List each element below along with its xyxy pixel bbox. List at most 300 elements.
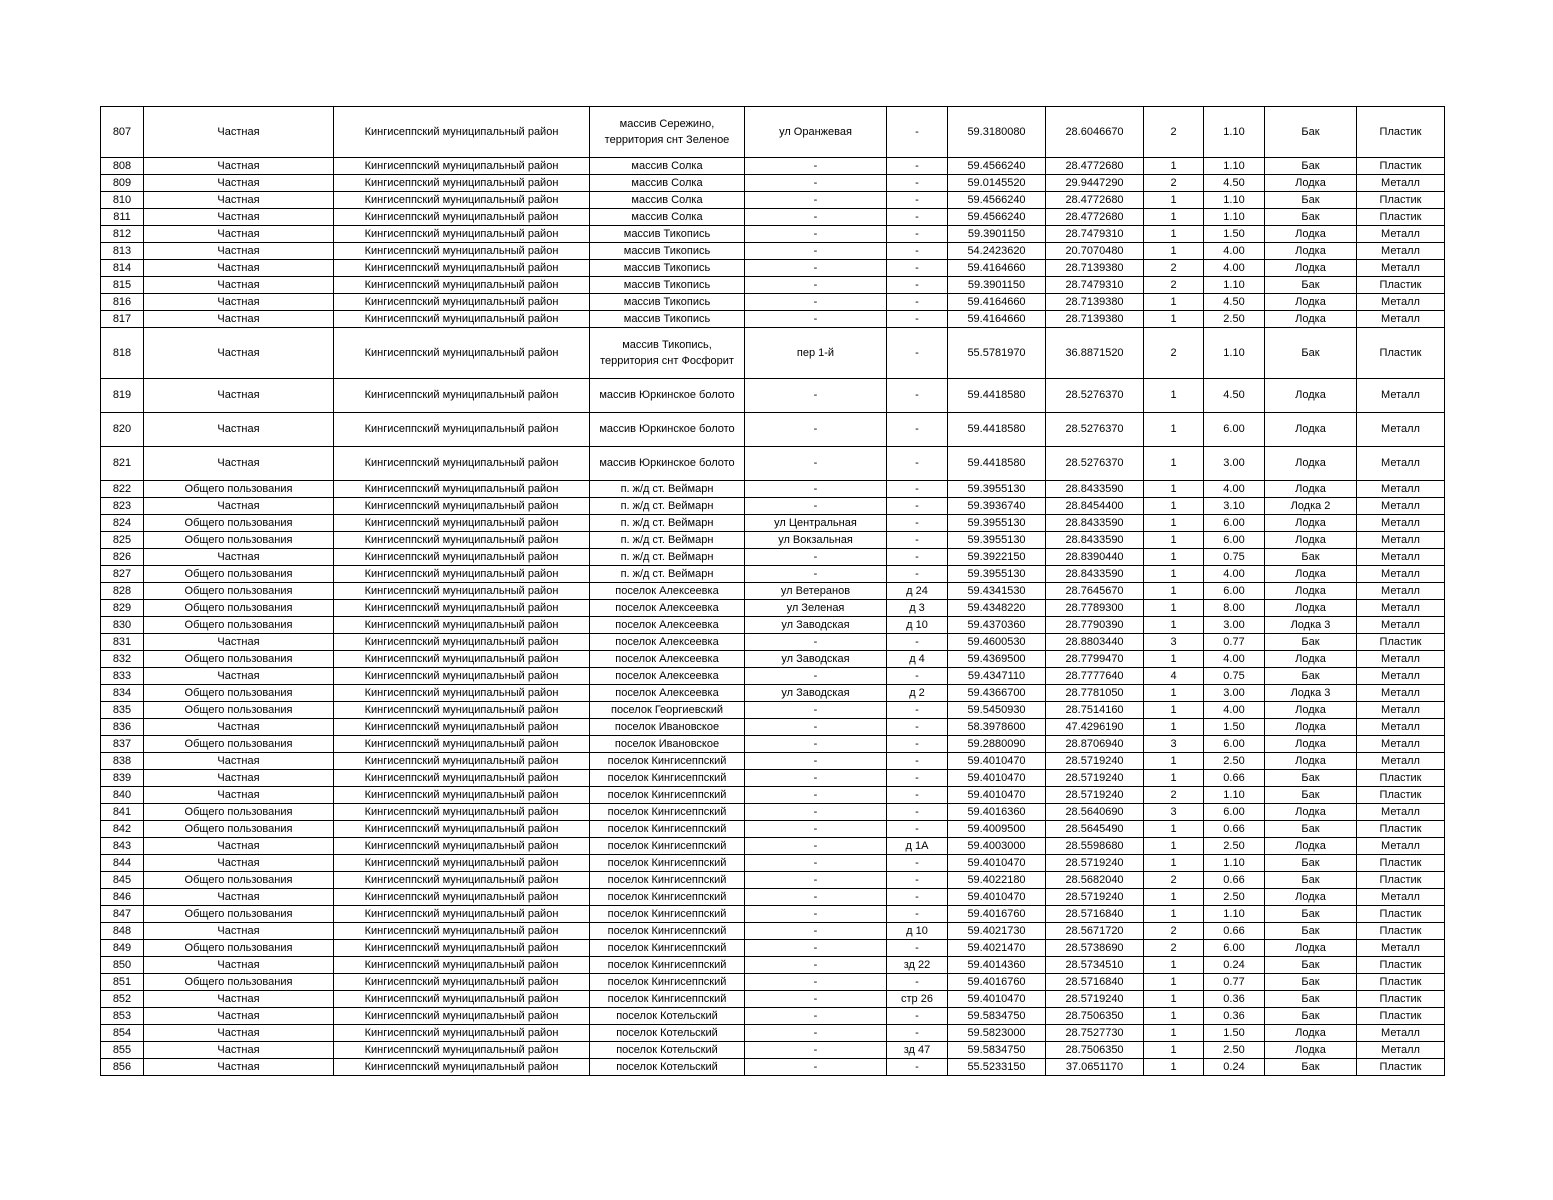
- locality-cell: поселок Алексеевка: [590, 651, 745, 668]
- material-cell: Пластик: [1357, 277, 1445, 294]
- ownership-cell: Частная: [144, 838, 334, 855]
- material-cell: Металл: [1357, 175, 1445, 192]
- street-cell: пер 1-й: [745, 328, 887, 379]
- volume-cell: 1.10: [1204, 906, 1265, 923]
- latitude-cell: 59.4418580: [948, 413, 1046, 447]
- latitude-cell: 55.5233150: [948, 1059, 1046, 1076]
- house-cell: -: [887, 906, 948, 923]
- ownership-cell: Частная: [144, 923, 334, 940]
- count-cell: 2: [1144, 107, 1204, 158]
- count-cell: 1: [1144, 957, 1204, 974]
- district-cell: Кингисеппский муниципальный район: [334, 651, 590, 668]
- latitude-cell: 59.4014360: [948, 957, 1046, 974]
- count-cell: 3: [1144, 804, 1204, 821]
- house-cell: -: [887, 498, 948, 515]
- latitude-cell: 59.4348220: [948, 600, 1046, 617]
- latitude-cell: 59.4347110: [948, 668, 1046, 685]
- material-cell: Металл: [1357, 617, 1445, 634]
- locality-cell: массив Юркинское болото: [590, 379, 745, 413]
- container-type-cell: Бак: [1265, 770, 1357, 787]
- longitude-cell: 28.6046670: [1046, 107, 1144, 158]
- count-cell: 1: [1144, 532, 1204, 549]
- street-cell: -: [745, 719, 887, 736]
- house-cell: -: [887, 175, 948, 192]
- material-cell: Металл: [1357, 736, 1445, 753]
- district-cell: Кингисеппский муниципальный район: [334, 515, 590, 532]
- latitude-cell: 59.4010470: [948, 855, 1046, 872]
- house-cell: -: [887, 158, 948, 175]
- ownership-cell: Общего пользования: [144, 617, 334, 634]
- house-cell: -: [887, 192, 948, 209]
- row-number-cell: 833: [101, 668, 144, 685]
- volume-cell: 0.36: [1204, 1008, 1265, 1025]
- row-number-cell: 856: [101, 1059, 144, 1076]
- count-cell: 1: [1144, 481, 1204, 498]
- count-cell: 1: [1144, 311, 1204, 328]
- container-type-cell: Лодка: [1265, 804, 1357, 821]
- street-cell: ул Вокзальная: [745, 532, 887, 549]
- row-number-cell: 832: [101, 651, 144, 668]
- table-row: [101, 719, 1445, 736]
- district-cell: Кингисеппский муниципальный район: [334, 328, 590, 379]
- house-cell: д 24: [887, 583, 948, 600]
- material-cell: Металл: [1357, 532, 1445, 549]
- house-cell: стр 26: [887, 991, 948, 1008]
- volume-cell: 1.10: [1204, 277, 1265, 294]
- table-row: [101, 158, 1445, 175]
- longitude-cell: 28.8390440: [1046, 549, 1144, 566]
- container-type-cell: Лодка: [1265, 294, 1357, 311]
- material-cell: Пластик: [1357, 770, 1445, 787]
- volume-cell: 0.75: [1204, 549, 1265, 566]
- container-type-cell: Лодка: [1265, 566, 1357, 583]
- row-number-cell: 824: [101, 515, 144, 532]
- volume-cell: 1.10: [1204, 209, 1265, 226]
- longitude-cell: 28.5682040: [1046, 872, 1144, 889]
- ownership-cell: Частная: [144, 889, 334, 906]
- locality-cell: поселок Георгиевский: [590, 702, 745, 719]
- locality-cell: поселок Кингисеппский: [590, 923, 745, 940]
- container-type-cell: Бак: [1265, 277, 1357, 294]
- container-type-cell: Бак: [1265, 668, 1357, 685]
- longitude-cell: 28.7506350: [1046, 1008, 1144, 1025]
- longitude-cell: 36.8871520: [1046, 328, 1144, 379]
- volume-cell: 4.50: [1204, 379, 1265, 413]
- house-cell: д 2: [887, 685, 948, 702]
- material-cell: Металл: [1357, 294, 1445, 311]
- locality-cell: поселок Кингисеппский: [590, 991, 745, 1008]
- latitude-cell: 59.4600530: [948, 634, 1046, 651]
- street-cell: -: [745, 1042, 887, 1059]
- latitude-cell: 59.5823000: [948, 1025, 1046, 1042]
- locality-cell: поселок Котельский: [590, 1025, 745, 1042]
- volume-cell: 0.66: [1204, 923, 1265, 940]
- table-row: [101, 260, 1445, 277]
- table-row: [101, 498, 1445, 515]
- house-cell: -: [887, 804, 948, 821]
- container-type-cell: Лодка: [1265, 447, 1357, 481]
- row-number-cell: 810: [101, 192, 144, 209]
- row-number-cell: 818: [101, 328, 144, 379]
- house-cell: -: [887, 702, 948, 719]
- row-number-cell: 828: [101, 583, 144, 600]
- count-cell: 1: [1144, 1025, 1204, 1042]
- volume-cell: 6.00: [1204, 804, 1265, 821]
- volume-cell: 6.00: [1204, 940, 1265, 957]
- ownership-cell: Частная: [144, 668, 334, 685]
- table-row: [101, 583, 1445, 600]
- longitude-cell: 28.7506350: [1046, 1042, 1144, 1059]
- row-number-cell: 826: [101, 549, 144, 566]
- count-cell: 3: [1144, 736, 1204, 753]
- container-type-cell: Бак: [1265, 634, 1357, 651]
- container-type-cell: Лодка: [1265, 175, 1357, 192]
- material-cell: Пластик: [1357, 923, 1445, 940]
- longitude-cell: 28.7789300: [1046, 600, 1144, 617]
- locality-cell: массив Юркинское болото: [590, 413, 745, 447]
- district-cell: Кингисеппский муниципальный район: [334, 447, 590, 481]
- table-row: [101, 328, 1445, 379]
- container-type-cell: Лодка: [1265, 1025, 1357, 1042]
- table-row: [101, 1008, 1445, 1025]
- table-row: [101, 532, 1445, 549]
- longitude-cell: 28.7799470: [1046, 651, 1144, 668]
- table-row: [101, 549, 1445, 566]
- district-cell: Кингисеппский муниципальный район: [334, 158, 590, 175]
- longitude-cell: 28.5716840: [1046, 906, 1144, 923]
- district-cell: Кингисеппский муниципальный район: [334, 481, 590, 498]
- house-cell: д 10: [887, 923, 948, 940]
- house-cell: д 10: [887, 617, 948, 634]
- longitude-cell: 28.5645490: [1046, 821, 1144, 838]
- district-cell: Кингисеппский муниципальный район: [334, 957, 590, 974]
- street-cell: -: [745, 226, 887, 243]
- street-cell: -: [745, 821, 887, 838]
- longitude-cell: 29.9447290: [1046, 175, 1144, 192]
- volume-cell: 1.10: [1204, 328, 1265, 379]
- table-row: [101, 600, 1445, 617]
- row-number-cell: 812: [101, 226, 144, 243]
- street-cell: -: [745, 787, 887, 804]
- locality-cell: п. ж/д ст. Веймарн: [590, 566, 745, 583]
- count-cell: 1: [1144, 685, 1204, 702]
- street-cell: ул Заводская: [745, 685, 887, 702]
- latitude-cell: 59.3955130: [948, 481, 1046, 498]
- street-cell: -: [745, 974, 887, 991]
- locality-cell: поселок Алексеевка: [590, 617, 745, 634]
- ownership-cell: Частная: [144, 243, 334, 260]
- house-cell: д 4: [887, 651, 948, 668]
- container-type-cell: Лодка: [1265, 702, 1357, 719]
- street-cell: -: [745, 889, 887, 906]
- street-cell: -: [745, 192, 887, 209]
- longitude-cell: 28.5716840: [1046, 974, 1144, 991]
- container-type-cell: Лодка: [1265, 311, 1357, 328]
- latitude-cell: 59.4016760: [948, 906, 1046, 923]
- street-cell: -: [745, 770, 887, 787]
- latitude-cell: 59.3955130: [948, 532, 1046, 549]
- latitude-cell: 54.2423620: [948, 243, 1046, 260]
- volume-cell: 1.50: [1204, 719, 1265, 736]
- street-cell: -: [745, 753, 887, 770]
- latitude-cell: 59.4164660: [948, 260, 1046, 277]
- table-row: [101, 243, 1445, 260]
- row-number-cell: 817: [101, 311, 144, 328]
- ownership-cell: Общего пользования: [144, 600, 334, 617]
- longitude-cell: 28.7777640: [1046, 668, 1144, 685]
- row-number-cell: 842: [101, 821, 144, 838]
- latitude-cell: 59.4021470: [948, 940, 1046, 957]
- locality-cell: массив Тикопись: [590, 277, 745, 294]
- row-number-cell: 820: [101, 413, 144, 447]
- count-cell: 1: [1144, 753, 1204, 770]
- table-row: [101, 379, 1445, 413]
- row-number-cell: 830: [101, 617, 144, 634]
- locality-cell: поселок Кингисеппский: [590, 804, 745, 821]
- count-cell: 1: [1144, 379, 1204, 413]
- volume-cell: 4.50: [1204, 175, 1265, 192]
- district-cell: Кингисеппский муниципальный район: [334, 583, 590, 600]
- locality-cell: поселок Кингисеппский: [590, 821, 745, 838]
- ownership-cell: Частная: [144, 294, 334, 311]
- row-number-cell: 813: [101, 243, 144, 260]
- house-cell: -: [887, 243, 948, 260]
- locality-cell: массив Тикопись: [590, 311, 745, 328]
- table-row: [101, 311, 1445, 328]
- table-row: [101, 855, 1445, 872]
- street-cell: -: [745, 294, 887, 311]
- material-cell: Металл: [1357, 804, 1445, 821]
- material-cell: Металл: [1357, 243, 1445, 260]
- longitude-cell: 28.5719240: [1046, 787, 1144, 804]
- row-number-cell: 809: [101, 175, 144, 192]
- longitude-cell: 28.7645670: [1046, 583, 1144, 600]
- count-cell: 1: [1144, 651, 1204, 668]
- ownership-cell: Частная: [144, 209, 334, 226]
- container-type-cell: Лодка: [1265, 651, 1357, 668]
- material-cell: Металл: [1357, 668, 1445, 685]
- street-cell: -: [745, 481, 887, 498]
- ownership-cell: Частная: [144, 328, 334, 379]
- locality-cell: поселок Ивановское: [590, 719, 745, 736]
- count-cell: 2: [1144, 940, 1204, 957]
- count-cell: 1: [1144, 192, 1204, 209]
- locality-cell: поселок Кингисеппский: [590, 770, 745, 787]
- container-type-cell: Лодка: [1265, 719, 1357, 736]
- latitude-cell: 59.3955130: [948, 515, 1046, 532]
- count-cell: 1: [1144, 991, 1204, 1008]
- row-number-cell: 838: [101, 753, 144, 770]
- ownership-cell: Частная: [144, 549, 334, 566]
- count-cell: 4: [1144, 668, 1204, 685]
- latitude-cell: 59.4010470: [948, 770, 1046, 787]
- house-cell: -: [887, 413, 948, 447]
- table-row: [101, 277, 1445, 294]
- material-cell: Пластик: [1357, 821, 1445, 838]
- ownership-cell: Общего пользования: [144, 906, 334, 923]
- house-cell: -: [887, 311, 948, 328]
- row-number-cell: 847: [101, 906, 144, 923]
- longitude-cell: 28.8454400: [1046, 498, 1144, 515]
- table-row: [101, 974, 1445, 991]
- ownership-cell: Частная: [144, 787, 334, 804]
- house-cell: -: [887, 889, 948, 906]
- count-cell: 1: [1144, 294, 1204, 311]
- locality-cell: поселок Кингисеппский: [590, 838, 745, 855]
- table-row: [101, 617, 1445, 634]
- locality-cell: поселок Котельский: [590, 1059, 745, 1076]
- material-cell: Пластик: [1357, 328, 1445, 379]
- district-cell: Кингисеппский муниципальный район: [334, 1059, 590, 1076]
- container-type-cell: Бак: [1265, 855, 1357, 872]
- table-row: [101, 770, 1445, 787]
- ownership-cell: Общего пользования: [144, 702, 334, 719]
- locality-cell: массив Тикопись, территория снт Фосфорит: [590, 328, 745, 379]
- container-type-cell: Лодка: [1265, 226, 1357, 243]
- count-cell: 1: [1144, 1042, 1204, 1059]
- row-number-cell: 839: [101, 770, 144, 787]
- table-row: [101, 209, 1445, 226]
- material-cell: Металл: [1357, 311, 1445, 328]
- material-cell: Пластик: [1357, 855, 1445, 872]
- row-number-cell: 834: [101, 685, 144, 702]
- row-number-cell: 851: [101, 974, 144, 991]
- locality-cell: поселок Алексеевка: [590, 668, 745, 685]
- street-cell: -: [745, 209, 887, 226]
- material-cell: Металл: [1357, 379, 1445, 413]
- house-cell: -: [887, 549, 948, 566]
- table-row: [101, 804, 1445, 821]
- count-cell: 1: [1144, 702, 1204, 719]
- district-cell: Кингисеппский муниципальный район: [334, 974, 590, 991]
- data-table: [100, 106, 1445, 1076]
- street-cell: -: [745, 855, 887, 872]
- count-cell: 1: [1144, 719, 1204, 736]
- district-cell: Кингисеппский муниципальный район: [334, 311, 590, 328]
- street-cell: ул Заводская: [745, 617, 887, 634]
- district-cell: Кингисеппский муниципальный район: [334, 1025, 590, 1042]
- material-cell: Пластик: [1357, 906, 1445, 923]
- table-row: [101, 668, 1445, 685]
- longitude-cell: 28.7479310: [1046, 226, 1144, 243]
- longitude-cell: 28.7139380: [1046, 260, 1144, 277]
- row-number-cell: 814: [101, 260, 144, 277]
- latitude-cell: 55.5781970: [948, 328, 1046, 379]
- house-cell: -: [887, 668, 948, 685]
- table-row: [101, 736, 1445, 753]
- table-row: [101, 107, 1445, 158]
- volume-cell: 0.75: [1204, 668, 1265, 685]
- row-number-cell: 819: [101, 379, 144, 413]
- table-row: [101, 566, 1445, 583]
- street-cell: -: [745, 549, 887, 566]
- street-cell: -: [745, 1059, 887, 1076]
- locality-cell: массив Тикопись: [590, 294, 745, 311]
- street-cell: -: [745, 991, 887, 1008]
- latitude-cell: 59.4009500: [948, 821, 1046, 838]
- latitude-cell: 59.4021730: [948, 923, 1046, 940]
- latitude-cell: 58.3978600: [948, 719, 1046, 736]
- latitude-cell: 59.4566240: [948, 192, 1046, 209]
- longitude-cell: 28.5640690: [1046, 804, 1144, 821]
- container-type-cell: Бак: [1265, 923, 1357, 940]
- district-cell: Кингисеппский муниципальный район: [334, 107, 590, 158]
- latitude-cell: 59.3180080: [948, 107, 1046, 158]
- count-cell: 1: [1144, 770, 1204, 787]
- table-row: [101, 940, 1445, 957]
- material-cell: Пластик: [1357, 192, 1445, 209]
- count-cell: 1: [1144, 1059, 1204, 1076]
- house-cell: -: [887, 1008, 948, 1025]
- container-type-cell: Бак: [1265, 787, 1357, 804]
- latitude-cell: 59.3901150: [948, 277, 1046, 294]
- latitude-cell: 59.4010470: [948, 753, 1046, 770]
- table-row: [101, 923, 1445, 940]
- row-number-cell: 844: [101, 855, 144, 872]
- latitude-cell: 59.2880090: [948, 736, 1046, 753]
- volume-cell: 6.00: [1204, 515, 1265, 532]
- volume-cell: 1.10: [1204, 107, 1265, 158]
- volume-cell: 4.00: [1204, 481, 1265, 498]
- latitude-cell: 59.3955130: [948, 566, 1046, 583]
- locality-cell: массив Солка: [590, 209, 745, 226]
- container-type-cell: Лодка 2: [1265, 498, 1357, 515]
- count-cell: 2: [1144, 277, 1204, 294]
- row-number-cell: 827: [101, 566, 144, 583]
- volume-cell: 8.00: [1204, 600, 1265, 617]
- volume-cell: 2.50: [1204, 311, 1265, 328]
- table-row: [101, 1059, 1445, 1076]
- latitude-cell: 59.4164660: [948, 294, 1046, 311]
- district-cell: Кингисеппский муниципальный район: [334, 787, 590, 804]
- district-cell: Кингисеппский муниципальный район: [334, 685, 590, 702]
- count-cell: 1: [1144, 889, 1204, 906]
- district-cell: Кингисеппский муниципальный район: [334, 209, 590, 226]
- latitude-cell: 59.4010470: [948, 889, 1046, 906]
- longitude-cell: 28.5276370: [1046, 413, 1144, 447]
- material-cell: Пластик: [1357, 107, 1445, 158]
- street-cell: -: [745, 634, 887, 651]
- locality-cell: поселок Ивановское: [590, 736, 745, 753]
- material-cell: Металл: [1357, 1025, 1445, 1042]
- material-cell: Металл: [1357, 566, 1445, 583]
- latitude-cell: 59.4022180: [948, 872, 1046, 889]
- house-cell: -: [887, 379, 948, 413]
- count-cell: 2: [1144, 872, 1204, 889]
- longitude-cell: 37.0651170: [1046, 1059, 1144, 1076]
- volume-cell: 2.50: [1204, 753, 1265, 770]
- latitude-cell: 59.0145520: [948, 175, 1046, 192]
- ownership-cell: Частная: [144, 498, 334, 515]
- volume-cell: 0.66: [1204, 872, 1265, 889]
- volume-cell: 4.00: [1204, 651, 1265, 668]
- ownership-cell: Частная: [144, 175, 334, 192]
- row-number-cell: 841: [101, 804, 144, 821]
- house-cell: -: [887, 260, 948, 277]
- count-cell: 1: [1144, 413, 1204, 447]
- latitude-cell: 59.4016360: [948, 804, 1046, 821]
- house-cell: -: [887, 634, 948, 651]
- district-cell: Кингисеппский муниципальный район: [334, 906, 590, 923]
- district-cell: Кингисеппский муниципальный район: [334, 753, 590, 770]
- table-row: [101, 702, 1445, 719]
- ownership-cell: Общего пользования: [144, 532, 334, 549]
- longitude-cell: 28.8433590: [1046, 481, 1144, 498]
- container-type-cell: Лодка: [1265, 583, 1357, 600]
- volume-cell: 6.00: [1204, 413, 1265, 447]
- house-cell: -: [887, 770, 948, 787]
- ownership-cell: Частная: [144, 753, 334, 770]
